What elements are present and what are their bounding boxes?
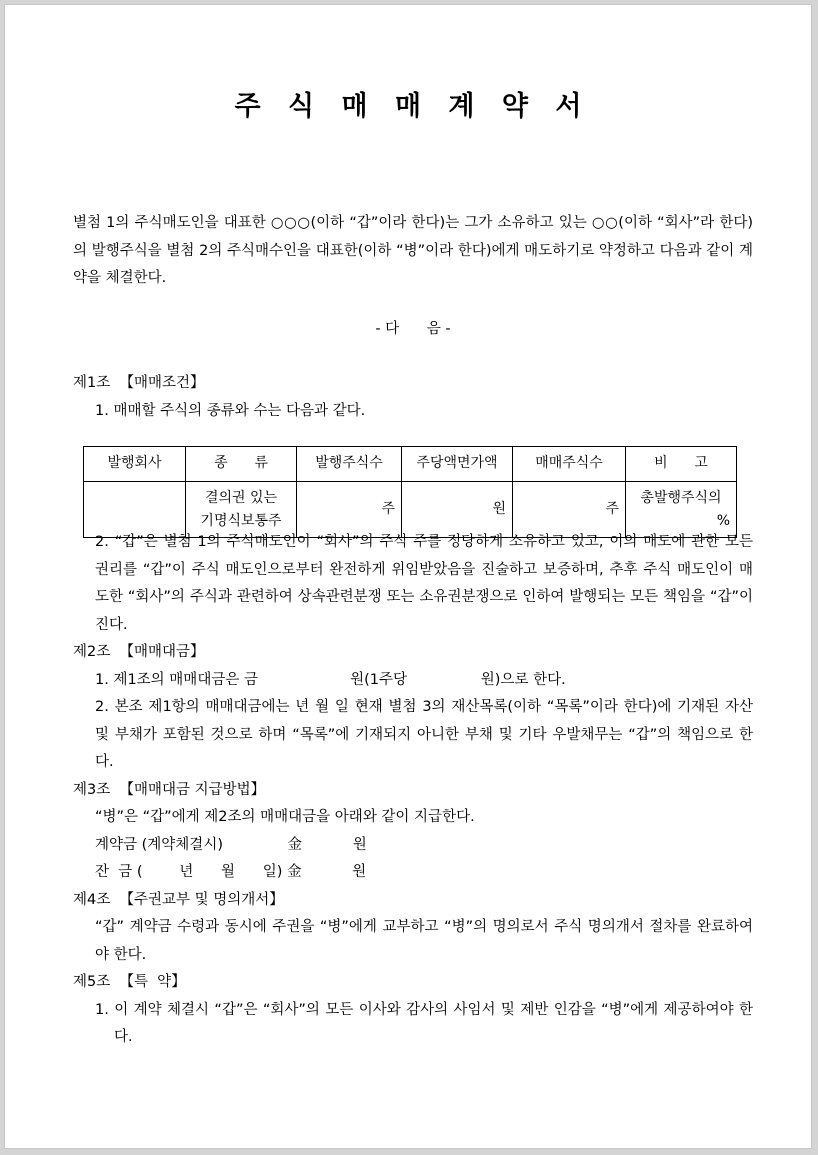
remark-line-2: % (716, 512, 730, 529)
table-cell-issuing-company (84, 482, 186, 538)
daeum-separator: - 다 음 - (375, 320, 451, 337)
table-cell-par-value: 원 (402, 482, 513, 538)
table-header-row (84, 447, 737, 482)
article-2-clause-1: 1. 제1조의 매매대금은 금 원(1주당 원)으로 한다. (95, 671, 566, 688)
intro-paragraph: 별첨 1의 주식매도인을 대표한 ○○○(이하 “갑”이라 한다)는 그가 소유하고 있는 ○○(이하 “회사”라 한다)의 발행주식을 별첨 2의 주식매수인을 대표한(이하 “병”이라 한다)에게 매도하기로 약정하고 다음과 같이 계약을 체결한다. (73, 215, 753, 286)
document-body (73, 210, 753, 1052)
share-type-line-2: 기명식보통주 (200, 512, 282, 529)
table-header-traded-shares: 매매주식수 (513, 447, 626, 482)
article-3-heading: 제3조 【매매대금 지급방법】 (73, 781, 266, 798)
article-2-heading: 제2조 【매매대금】 (73, 644, 205, 660)
article-1-clause-2: 2. “갑”은 별첨 1의 주식매도인이 “회사”의 주식 주를 정당하게 소유하고 있고, 이의 매도에 관한 모든 권리를 “갑”이 주식 매도인으로부터 완전하게 위임받았음을 진술하고 보증하며, 추후 주식 매도인이 매도한 “회사”의 주식과 관련하여 상속관련분쟁 또는 소유권분쟁으로 인하여 발행되는 모든 책임을 “갑”이 진다. (95, 534, 753, 633)
stock-table-container (83, 446, 730, 538)
table-header-issued-shares: 발행주식수 (297, 447, 402, 482)
stock-table (83, 446, 737, 538)
share-type-line-1: 결의권 있는 (204, 489, 278, 506)
table-header-share-type: 종 류 (186, 447, 297, 482)
article-1-heading: 제1조 【매매조건】 (73, 375, 205, 391)
article-3-payment-line-1: 계약금 (계약체결시) 金 원 (95, 836, 367, 853)
document-page (4, 4, 812, 1149)
table-slot (73, 425, 753, 529)
article-3-lead: “병”은 “갑”에게 제2조의 매매대금을 아래와 같이 지급한다. (95, 809, 475, 825)
page-title: 주 식 매 매 계 약 서 (234, 91, 591, 122)
table-cell-remark (626, 482, 737, 538)
table-cell-issued-shares: 주 (297, 482, 402, 538)
table-row (84, 482, 737, 538)
article-4-body: “갑” 계약금 수령과 동시에 주권을 “병”에게 교부하고 “병”의 명의로서 주식 명의개서 절차를 완료하여야 한다. (95, 919, 753, 963)
article-1-clause-1: 1. 매매할 주식의 종류와 수는 다음과 같다. (95, 402, 366, 419)
table-cell-share-type (186, 482, 297, 538)
article-3-payment-line-2: 잔 금 ( 년 월 일) 金 원 (95, 864, 367, 880)
remark-line-1: 총발행주식의 (640, 489, 722, 506)
table-header-remark: 비 고 (626, 447, 737, 482)
article-5-heading: 제5조 【특 약】 (73, 974, 186, 990)
table-header-issuing-company: 발행회사 (84, 447, 186, 482)
article-5-clause-1: 1. 이 계약 체결시 “갑”은 “회사”의 모든 이사와 감사의 사임서 및 제반 인감을 “병”에게 제공하여야 한다. (95, 1001, 753, 1045)
table-cell-traded-shares: 주 (513, 482, 626, 538)
article-4-heading: 제4조 【주권교부 및 명의개서】 (73, 891, 284, 908)
table-header-par-value: 주당액면가액 (402, 447, 513, 482)
article-2-clause-2: 2. 본조 제1항의 매매대금에는 년 월 일 현재 별첨 3의 재산목록(이하 “목록”이라 한다)에 기재된 자산 및 부채가 포함된 것으로 하며 “목록”에 기재되지 아니한 부채 및 기타 우발채무는 “갑”의 책임으로 한다. (95, 699, 753, 770)
